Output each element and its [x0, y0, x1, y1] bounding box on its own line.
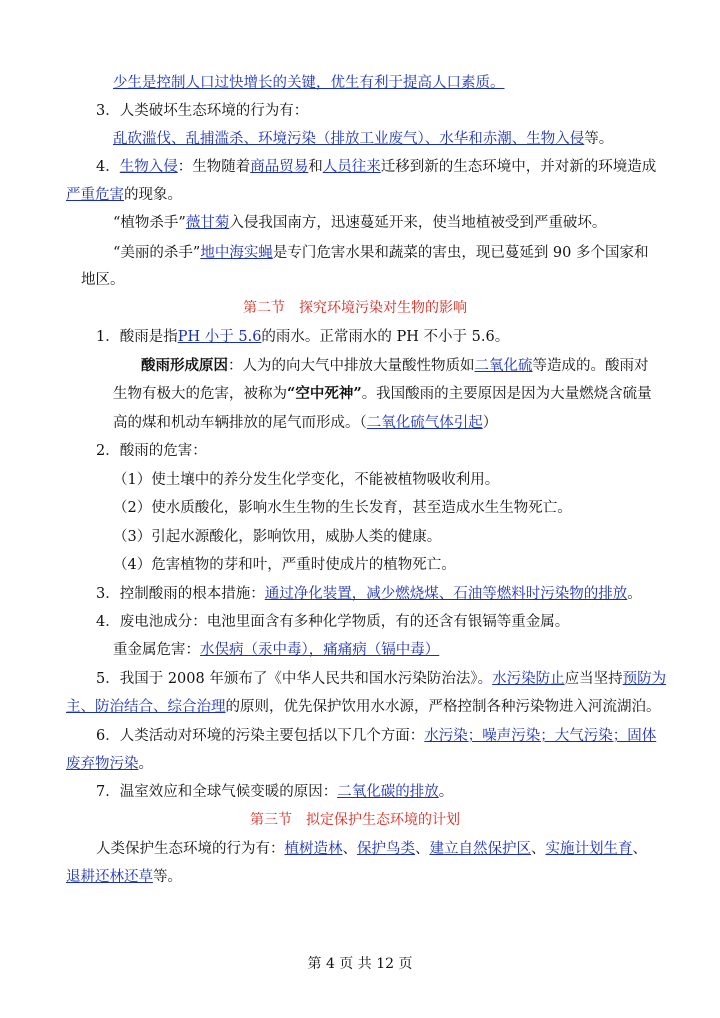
- text-line: 乱砍滥伐、乱捕滥杀、环境污染（排放工业废气）、水华和赤潮、生物入侵等。: [113, 131, 614, 147]
- text-line: “植物杀手”薇甘菊入侵我国南方，迅速蔓延开来，使当地植被受到严重破坏。: [113, 215, 607, 231]
- text-line: 6．人类活动对环境的污染主要包括以下几个方面：水污染；噪声污染；大气污染；固体: [96, 728, 657, 744]
- section-heading: 第三节 拟定保护生态环境的计划: [250, 812, 460, 828]
- text-line: 7．温室效应和全球气候变暖的原因：二氧化碳的排放。: [96, 784, 454, 800]
- text-line: （2）使水质酸化，影响水生生物的生长发育，甚至造成水生生物死亡。: [113, 500, 572, 516]
- text-line: 1．酸雨是指PH 小于 5.6的雨水。正常雨水的 PH 不小于 5.6。: [96, 329, 510, 345]
- text-line: 地区。: [81, 272, 125, 288]
- text-line: 3．控制酸雨的根本措施：通过净化装置，减少燃烧煤、石油等燃料时污染物的排放。: [96, 586, 642, 602]
- text-line: （3）引起水源酸化，影响饮用，威胁人类的健康。: [113, 529, 442, 545]
- text-line: （4）危害植物的芽和叶，严重时使成片的植物死亡。: [113, 557, 456, 573]
- text-line: 严重危害的现象。: [66, 187, 182, 203]
- text-line: 重金属危害：水俣病（汞中毒），痛痛病（镉中毒）: [113, 642, 440, 658]
- text-line: 少生是控制人口过快增长的关键，优生有利于提高人口素质。: [113, 75, 505, 91]
- text-line: 4．废电池成分：电池里面含有多种化学物质，有的还含有银镉等重金属。: [96, 614, 570, 630]
- text-line: 生物有极大的危害，被称为“空中死神”。我国酸雨的主要原因是因为大量燃烧含硫量: [113, 385, 652, 402]
- text-line: 5．我国于 2008 年颁布了《中华人民共和国水污染防治法》。水污染防止应当坚持预防为: [96, 671, 667, 687]
- text-line: 废弃物污染。: [66, 756, 153, 772]
- text-line: 主、防治结合、综合治理的原则，优先保护饮用水水源，严格控制各种污染物进入河流湖泊。: [66, 699, 661, 715]
- page-footer: 第 4 页 共 12 页: [307, 956, 413, 972]
- section-heading: 第二节 探究环境污染对生物的影响: [243, 300, 467, 316]
- text-line: 酸雨形成原因：人为的向大气中排放大量酸性物质如二氧化硫等造成的。酸雨对: [141, 357, 649, 374]
- text-line: 高的煤和机动车辆排放的尾气而形成。（二氧化硫气体引起）: [113, 415, 498, 431]
- text-line: 4．生物入侵：生物随着商品贸易和人员往来迁移到新的生态环境中，并对新的环境造成: [96, 159, 657, 175]
- text-line: （1）使土壤中的养分发生化学变化，不能被植物吸收利用。: [113, 472, 500, 488]
- text-line: “美丽的杀手”地中海实蝇是专门危害水果和蔬菜的害虫，现已蔓延到 90 多个国家和: [113, 245, 649, 261]
- text-line: 退耕还林还草等。: [66, 869, 182, 885]
- text-line: 3．人类破坏生态环境的行为有：: [96, 103, 309, 119]
- text-line: 人类保护生态环境的行为有：植树造林、保护鸟类、建立自然保护区、实施计划生育、: [96, 841, 647, 857]
- text-line: 2．酸雨的危害：: [96, 443, 207, 459]
